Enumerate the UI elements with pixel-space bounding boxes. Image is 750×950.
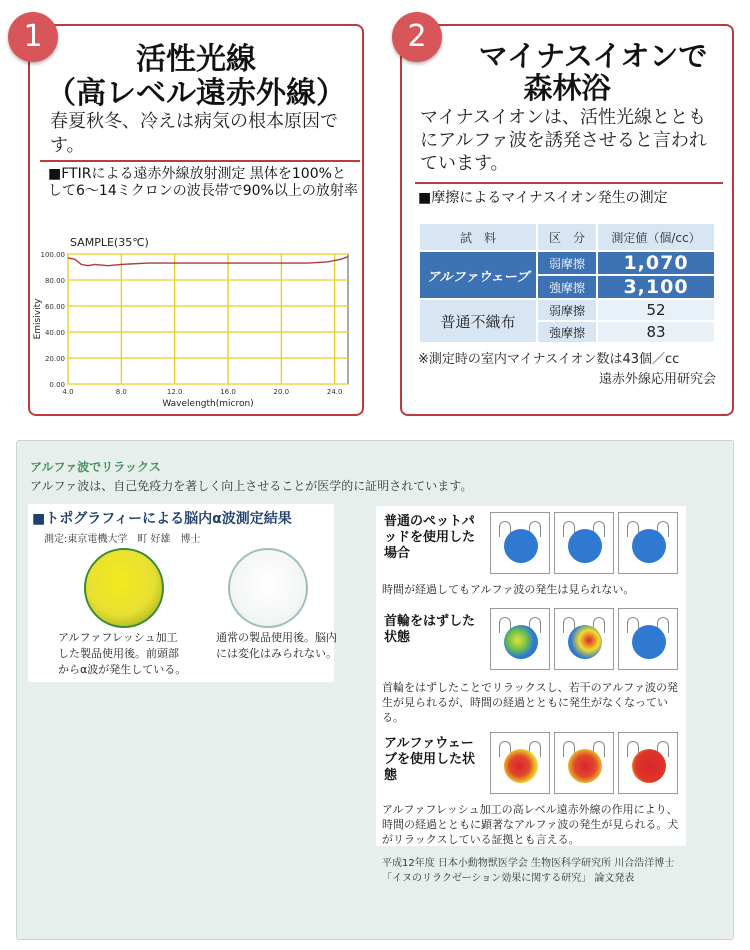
x-axis-label: Wavelength(micron)	[162, 399, 254, 409]
measured-value: 3,100	[597, 275, 715, 299]
condition-label: 首輪をはずした状態	[384, 614, 476, 645]
y-tick-label: 60.00	[44, 303, 65, 311]
table-row	[419, 299, 715, 321]
section1-title: 活性光線	[136, 42, 256, 77]
topography-caption: アルファフレッシュ加工した製品使用後。前頭部からα波が発生している。	[58, 631, 187, 676]
ftir-subheading: ■FTIRによる遠赤外線放射測定 黒体を100%として6～14ミクロンの波長帯で90%以上の放射率	[48, 166, 358, 199]
condition-note: 時間が経過してもアルファ波の発生は見られない。	[382, 583, 635, 596]
y-tick-label: 80.00	[44, 277, 65, 285]
section-number-badge: 1	[8, 12, 58, 62]
divider	[415, 182, 723, 184]
friction-label: 強摩擦	[537, 275, 597, 299]
dog-eeg-image	[618, 512, 678, 574]
x-tick-label: 12.0	[166, 388, 183, 396]
brain-map-no-change	[228, 548, 308, 628]
x-tick-label: 4.0	[62, 388, 74, 396]
dog-eeg-image	[490, 732, 550, 794]
measured-value: 52	[597, 299, 715, 321]
column-header-category: 区 分	[537, 223, 597, 251]
section-number-badge: 2	[392, 12, 442, 62]
dog-eeg-image	[618, 608, 678, 670]
column-header-value: 測定値（個/cc）	[597, 223, 715, 251]
measurement-note: ※測定時の室内マイナスイオン数は43個／cc	[418, 352, 680, 367]
condition-note: 首輪をはずしたことでリラックスし、若干のアルファ波の発生が見られるが、時間の経過とともに発生がなくなっている。	[382, 681, 679, 724]
plot-area	[68, 254, 348, 384]
table-row	[419, 251, 715, 275]
brain-map-alpha-active	[84, 548, 164, 628]
dog-eeg-image	[554, 608, 614, 670]
ion-measurement-table	[418, 222, 716, 344]
dog-eeg-image	[554, 512, 614, 574]
column-header-sample: 試 料	[419, 223, 537, 251]
section2-description: マイナスイオンは、活性光線とともにアルファ波を誘発させると言われています。	[420, 107, 707, 174]
friction-label: 強摩擦	[537, 321, 597, 343]
condition-note: アルファフレッシュ加工の高レベル遠赤外線の作用により、時間の経過とともに顕著なアルファ波の発生が見られる。犬がリラックスしている証拠とも言える。	[382, 803, 679, 846]
condition-label: 普通のペットパッドを使用した場合	[384, 514, 476, 561]
alpha-wave-intro: アルファ波は、自己免疫力を著しく向上させることが医学的に証明されています。	[30, 479, 473, 493]
table-header-row	[419, 223, 715, 251]
friction-label: 弱摩擦	[537, 251, 597, 275]
y-tick-label: 40.00	[44, 329, 65, 337]
y-tick-label: 0.00	[49, 381, 65, 389]
emissivity-chart	[30, 232, 360, 412]
divider	[40, 160, 360, 162]
alpha-wave-title: アルファ波でリラックス	[30, 460, 161, 474]
topography-subheading: 測定:東京電機大学 町 好雄 博士	[44, 534, 201, 545]
dog-eeg-image	[490, 512, 550, 574]
topography-caption: 通常の製品使用後。脳内には変化はみられない。	[216, 631, 337, 660]
emissivity-chart-svg	[30, 232, 360, 412]
condition-label: アルファウェーブを使用した状態	[384, 736, 476, 783]
source-credit: 遠赤外線応用研究会	[598, 372, 716, 387]
sample-name: アルファウェーブ	[419, 251, 537, 299]
topography-heading: ■トポグラフィーによる脳内α波測定結果	[32, 511, 292, 527]
section2-title-sub: 森林浴	[523, 71, 611, 105]
dog-eeg-image	[554, 732, 614, 794]
x-tick-label: 24.0	[326, 388, 343, 396]
x-tick-label: 16.0	[220, 388, 236, 396]
y-axis-label: Emisivity	[33, 298, 43, 340]
measured-value: 83	[597, 321, 715, 343]
dog-eeg-image	[618, 732, 678, 794]
friction-label: 弱摩擦	[537, 299, 597, 321]
section1-title-sub: （高レベル遠赤外線）	[46, 76, 346, 111]
section2-title: マイナスイオンで	[478, 39, 708, 73]
y-tick-label: 20.00	[44, 355, 65, 363]
study-credit: 平成12年度 日本小動物獣医学会 生物医科学研究所 川合浩洋博士 「イヌのリラクゼーション効果に関する研究」 論文発表	[382, 858, 675, 884]
sample-name: 普通不織布	[419, 299, 537, 343]
ion-measure-subheading: ■摩擦によるマイナスイオン発生の測定	[418, 190, 668, 206]
measured-value: 1,070	[597, 251, 715, 275]
section1-description: 春夏秋冬、冷えは病気の根本原因です。	[50, 111, 338, 156]
y-tick-label: 100.00	[40, 251, 65, 259]
chart-title: SAMPLE(35℃)	[70, 236, 149, 249]
x-tick-label: 8.0	[115, 388, 127, 396]
x-tick-label: 20.0	[273, 388, 290, 396]
dog-eeg-image	[490, 608, 550, 670]
